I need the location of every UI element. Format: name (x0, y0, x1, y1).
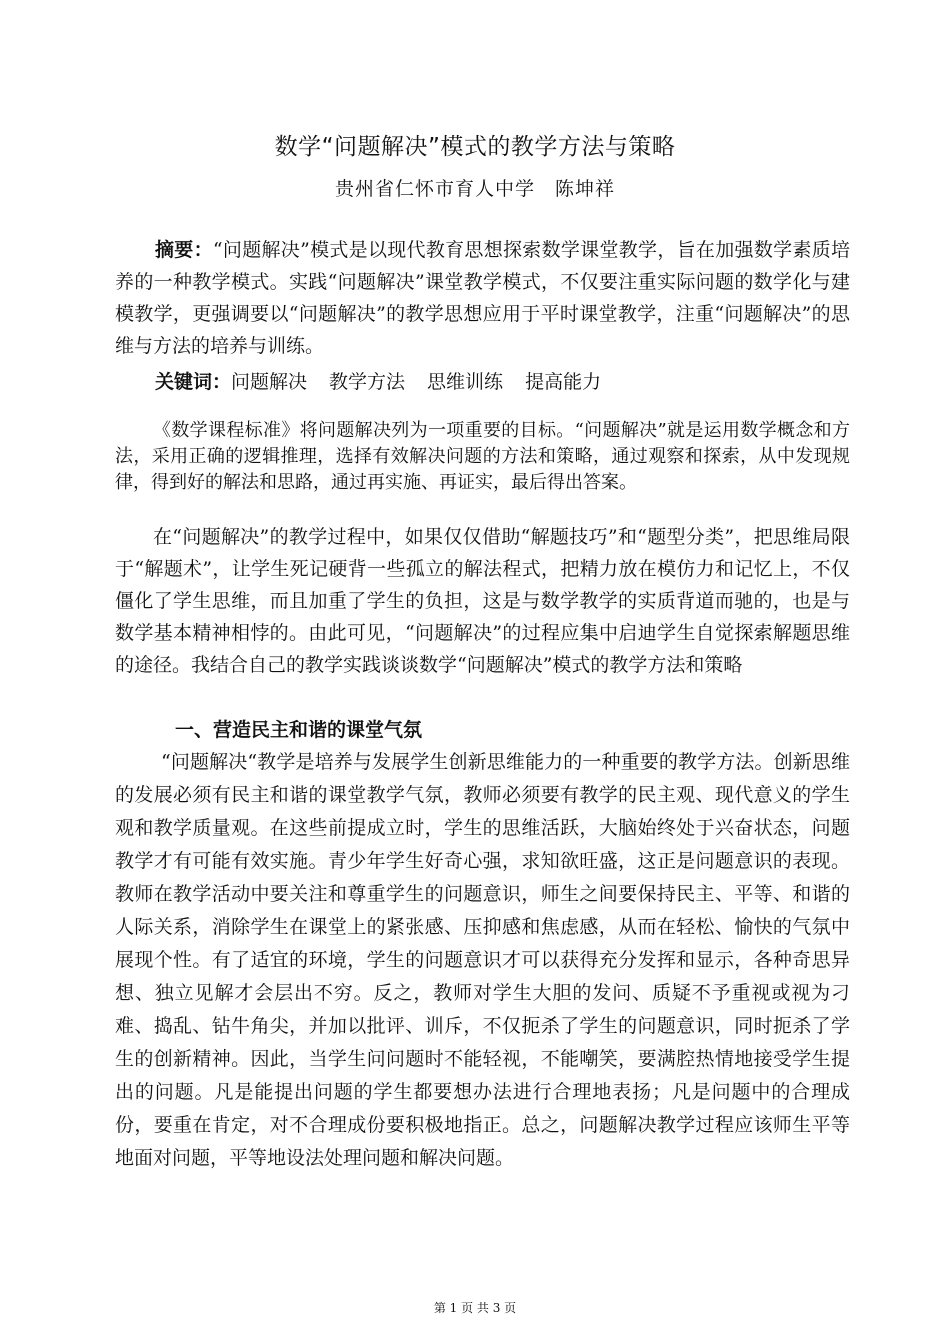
section-heading: 一、营造民主和谐的课堂气氛 (175, 719, 423, 741)
author-line: 贵州省仁怀市育人中学 陈坤祥 (334, 178, 615, 200)
paragraph-1: 《数学课程标准》将问题解决列为一项重要的目标。“问题解决”就是运用数学概念和方法，采用正确的逻辑推理，选择有效解决问题的方法和策略，通过观察和探索，从中发现规律，得到好的解法和思路，通过再实施、再证实，最后得出答案。 (115, 420, 850, 493)
page-footer: 第 1 页 共 3 页 (433, 1301, 517, 1315)
keyword-item: 问题解决 (231, 371, 308, 393)
document-title: 数学“问题解决”模式的教学方法与策略 (274, 134, 676, 160)
paragraph-2: 在“问题解决”的教学过程中，如果仅仅借助“解题技巧”和“题型分类”，把思维局限于“解题术”，让学生死记硬背一些孤立的解法程式，把精力放在模仿力和记忆上，不仅僵化了学生思维，而且加重了学生的负担，这是与数学教学的实质背道而驰的，也是与数学基本精神相悖的。由此可见，“问题解决”的过程应集中启迪学生自觉探索解题思维的途径。我结合自己的教学实践谈谈数学“问题解决”模式的教学方法和策略 (115, 526, 850, 676)
keyword-item: 思维训练 (427, 371, 504, 393)
abstract (115, 234, 850, 362)
abstract-text: “问题解决”模式是以现代教育思想探索数学课堂教学，旨在加强数学素质培养的一种教学模式。实践“问题解决”课堂教学模式，不仅要注重实际问题的数学化与建模教学，更强调要以“问题解决”的教学思想应用于平时课堂教学，注重“问题解决”的思维与方法的培养与训练。 (115, 239, 850, 357)
keyword-item: 提高能力 (525, 371, 602, 393)
section-1-paragraph: “问题解决“教学是培养与发展学生创新思维能力的一种重要的教学方法。创新思维的发展必须有民主和谐的课堂教学气氛，教师必须要有教学的民主观、现代意义的学生观和教学质量观。在这些前提成立时，学生的思维活跃，大脑始终处于兴奋状态，问题教学才有可能有效实施。青少年学生好奇心强，求知欲旺盛，这正是问题意识的表现。教师在教学活动中要关注和尊重学生的问题意识，师生之间要保持民主、平等、和谐的人际关系，消除学生在课堂上的紧张感、压抑感和焦虑感，从而在轻松、愉快的气氛中展现个性。有了适宜的环境，学生的问题意识才可以获得充分发挥和显示，各种奇思异想、独立见解才会层出不穷。反之，教师对学生大胆的发问、质疑不予重视或视为刁难、捣乱、钻牛角尖，并加以批评、训斥，不仅扼杀了学生的问题意识，同时扼杀了学生的创新精神。因此，当学生问问题时不能轻视，不能嘲笑，要满腔热情地接受学生提出的问题。凡是能提出问题的学生都要想办法进行合理地表扬；凡是问题中的合理成份，要重在肯定，对不合理成份要积极地指正。总之，问题解决教学过程应该师生平等地面对问题，平等地设法处理问题和解决问题。 (115, 751, 850, 1169)
keyword-item: 教学方法 (329, 371, 406, 393)
abstract-label: 摘要： (155, 239, 213, 261)
keywords-label: 关键词： (155, 371, 232, 393)
keywords-line (155, 366, 855, 398)
